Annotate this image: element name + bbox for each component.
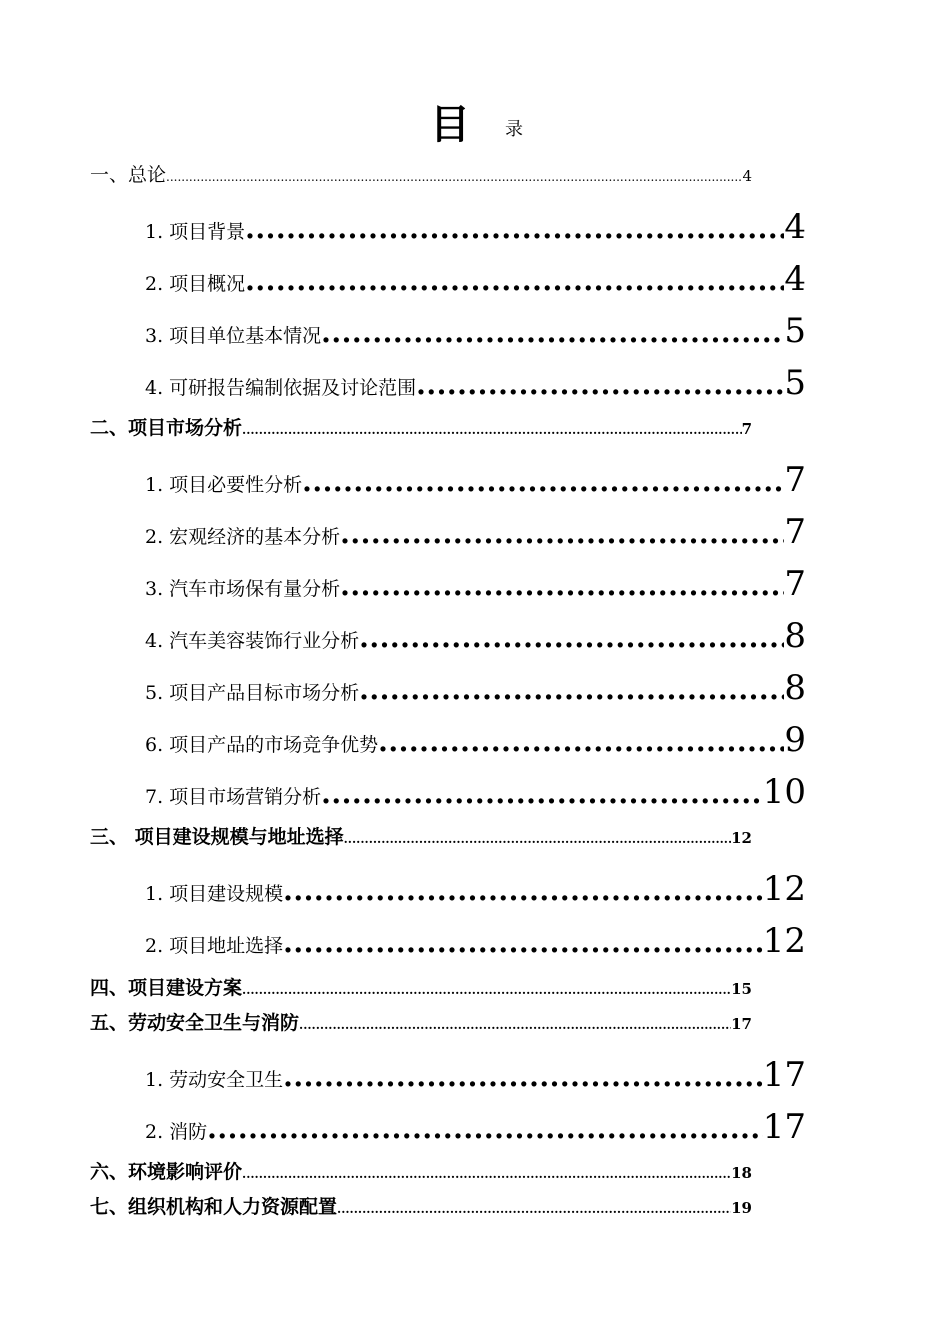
toc-entry-label: 3. 汽车市场保有量分析	[145, 578, 341, 600]
toc-section-entry[interactable]	[145, 720, 806, 768]
toc-entry-label: 2. 宏观经济的基本分析	[145, 526, 341, 548]
toc-entry-label: 1. 劳动安全卫生	[145, 1069, 284, 1091]
toc-page-number: 17	[762, 1107, 806, 1147]
toc-page-number: 15	[731, 980, 752, 998]
toc-dot-leader	[207, 1112, 763, 1145]
toc-entry-label: 1. 项目背景	[145, 221, 246, 243]
toc-entry-label: 1. 项目建设规模	[145, 883, 284, 905]
toc-chapter-entry[interactable]	[90, 160, 752, 192]
toc-page-number: 9	[784, 720, 806, 760]
toc-dot-leader	[337, 1202, 731, 1216]
toc-section-entry[interactable]	[145, 460, 806, 508]
toc-section-entry[interactable]	[145, 311, 806, 359]
toc-entry-label: 三、 项目建设规模与地址选择	[90, 826, 344, 848]
toc-entry-label: 2. 项目概况	[145, 273, 246, 295]
toc-chapter-entry[interactable]	[90, 973, 752, 1005]
toc-page-number: 7	[741, 420, 752, 438]
toc-entry-label: 一、总论	[90, 164, 167, 186]
toc-page-number: 17	[731, 1015, 752, 1033]
toc-page-number: 7	[784, 460, 806, 500]
toc-page-number: 4	[784, 207, 806, 247]
toc-page-number: 8	[784, 616, 806, 656]
toc-page-number: 7	[784, 564, 806, 604]
toc-dot-leader	[166, 170, 742, 184]
toc-chapter-entry[interactable]	[90, 1192, 752, 1224]
toc-section-entry[interactable]	[145, 207, 806, 255]
toc-dot-leader	[378, 725, 784, 758]
toc-entry-label: 六、环境影响评价	[90, 1161, 243, 1183]
toc-entry-label: 6. 项目产品的市场竞争优势	[145, 734, 379, 756]
toc-page-number: 12	[762, 869, 806, 909]
toc-dot-leader	[242, 423, 742, 437]
toc-entry-label: 2. 消防	[145, 1121, 208, 1143]
toc-section-entry[interactable]	[145, 772, 806, 820]
toc-dot-leader	[245, 212, 784, 245]
toc-dot-leader	[321, 777, 763, 810]
toc-page-number: 4	[742, 167, 752, 185]
toc-page-number: 17	[762, 1055, 806, 1095]
toc-entry-label: 2. 项目地址选择	[145, 935, 284, 957]
toc-entry-label: 3. 项目单位基本情况	[145, 325, 322, 347]
toc-dot-leader	[321, 316, 784, 349]
toc-entry-label: 四、项目建设方案	[90, 977, 243, 999]
toc-entry-label: 五、劳动安全卫生与消防	[90, 1012, 300, 1034]
toc-dot-leader	[283, 874, 763, 907]
toc-entry-label: 二、项目市场分析	[90, 417, 243, 439]
toc-section-entry[interactable]	[145, 869, 806, 917]
toc-page-number: 12	[762, 921, 806, 961]
toc-section-entry[interactable]	[145, 921, 806, 969]
toc-entry-label: 4. 汽车美容装饰行业分析	[145, 630, 360, 652]
toc-page-number: 4	[784, 259, 806, 299]
toc-page-number: 12	[731, 829, 752, 847]
toc-dot-leader	[242, 983, 731, 997]
toc-dot-leader	[245, 264, 784, 297]
toc-title	[0, 100, 950, 150]
toc-section-entry[interactable]	[145, 512, 806, 560]
toc-dot-leader	[242, 1167, 731, 1181]
toc-entry-label: 5. 项目产品目标市场分析	[145, 682, 360, 704]
toc-section-entry[interactable]	[145, 363, 806, 411]
toc-section-entry[interactable]	[145, 616, 806, 664]
toc-chapter-entry[interactable]	[90, 1157, 752, 1189]
toc-page-number: 10	[762, 772, 806, 812]
toc-entry-label: 1. 项目必要性分析	[145, 474, 303, 496]
toc-chapter-entry[interactable]	[90, 822, 752, 854]
toc-page-number: 5	[784, 363, 806, 403]
toc-chapter-entry[interactable]	[90, 413, 752, 445]
toc-page-number: 7	[784, 512, 806, 552]
toc-dot-leader	[283, 1060, 763, 1093]
toc-page-number: 5	[784, 311, 806, 351]
toc-page-number: 8	[784, 668, 806, 708]
toc-dot-leader	[299, 1018, 731, 1032]
toc-section-entry[interactable]	[145, 1055, 806, 1103]
toc-dot-leader	[302, 465, 784, 498]
toc-dot-leader	[283, 926, 763, 959]
toc-entry-label: 4. 可研报告编制依据及讨论范围	[145, 377, 417, 399]
toc-chapter-entry[interactable]	[90, 1008, 752, 1040]
toc-dot-leader	[340, 517, 784, 550]
toc-section-entry[interactable]	[145, 668, 806, 716]
toc-section-entry[interactable]	[145, 259, 806, 307]
toc-dot-leader	[416, 368, 784, 401]
toc-title-main: 目	[430, 101, 470, 148]
toc-dot-leader	[340, 569, 784, 602]
toc-section-entry[interactable]	[145, 564, 806, 612]
toc-dot-leader	[344, 832, 732, 846]
toc-dot-leader	[359, 673, 784, 706]
toc-page-number: 19	[731, 1199, 752, 1217]
toc-title-sub: 录	[505, 119, 523, 140]
toc-section-entry[interactable]	[145, 1107, 806, 1155]
toc-entry-label: 七、组织机构和人力资源配置	[90, 1196, 338, 1218]
toc-page-number: 18	[731, 1164, 752, 1182]
toc-entry-label: 7. 项目市场营销分析	[145, 786, 322, 808]
toc-dot-leader	[359, 621, 784, 654]
